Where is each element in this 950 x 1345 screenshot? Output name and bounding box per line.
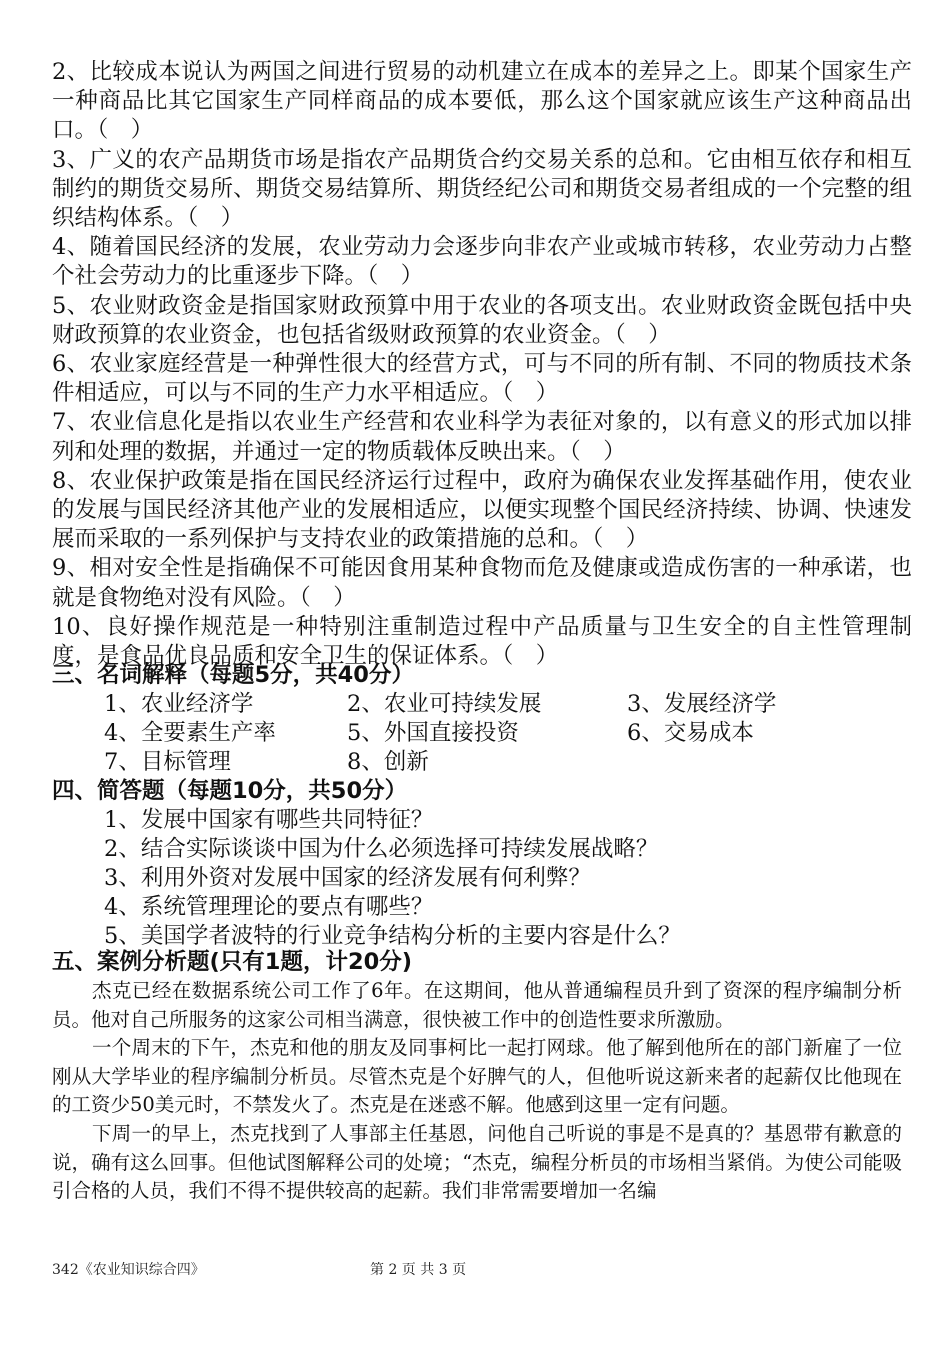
case-paragraph: 下周一的早上，杰克找到了人事部主任基恩，问他自己听说的事是不是真的？基恩带有歉意的说，确有这么回事。但他试图解释公司的处境；“杰克，编程分析员的市场相当紧俏。为使公司能吸引合格的人员，我们不得不提供较高的起薪。我们非常需要增加一名编 xyxy=(52,1121,902,1203)
short-answer-item: 2、结合实际谈谈中国为什么必须选择可持续发展战略？ xyxy=(104,836,659,862)
footer-course: 342《农业知识综合四》 xyxy=(52,1262,205,1278)
section-5-heading: 五、案例分析题(只有1题，计20分) xyxy=(52,949,413,975)
short-answer-item: 5、美国学者波特的行业竞争结构分析的主要内容是什么？ xyxy=(104,923,681,949)
short-answer-item: 3、利用外资对发展中国家的经济发展有何利弊？ xyxy=(104,865,591,891)
term-item: 4、全要素生产率 xyxy=(104,720,276,746)
section-3-heading: 三、名词解释（每题5分，共40分） xyxy=(52,662,414,688)
short-answer-item: 4、系统管理理论的要点有哪些？ xyxy=(104,894,434,920)
section-4-heading: 四、简答题（每题10分，共50分） xyxy=(52,778,408,804)
tf-item-7: 7、农业信息化是指以农业生产经营和农业科学为表征对象的，以有意义的形式加以排列和处理的数据，并通过一定的物质载体反映出来。（ ） xyxy=(52,409,912,465)
short-answer-list xyxy=(104,806,904,951)
true-false-questions xyxy=(52,58,912,671)
term-item: 1、农业经济学 xyxy=(104,691,254,717)
short-answer-item: 1、发展中国家有哪些共同特征？ xyxy=(104,807,434,833)
case-paragraph: 杰克已经在数据系统公司工作了6年。在这期间，他从普通编程员升到了资深的程序编制分析员。他对自己所服务的这家公司相当满意，很快被工作中的创造性要求所激励。 xyxy=(52,979,902,1031)
case-paragraph: 一个周末的下午，杰克和他的朋友及同事柯比一起打网球。他了解到他所在的部门新雇了一位刚从大学毕业的程序编制分析员。尽管杰克是个好脾气的人，但他听说这新来者的起薪仅比他现在的工资少50美元时，不禁发火了。杰克是在迷惑不解。他感到这里一定有问题。 xyxy=(52,1036,902,1117)
term-item: 8、创新 xyxy=(347,749,429,775)
tf-item-4: 4、随着国民经济的发展，农业劳动力会逐步向非农产业或城市转移，农业劳动力占整个社会劳动力的比重逐步下降。（ ） xyxy=(52,234,912,290)
case-study-text xyxy=(52,977,902,1206)
tf-item-5: 5、农业财政资金是指国家财政预算中用于农业的各项支出。农业财政资金既包括中央财政预算的农业资金，也包括省级财政预算的农业资金。（ ） xyxy=(52,292,912,348)
tf-item-8: 8、农业保护政策是指在国民经济运行过程中，政府为确保农业发挥基础作用，使农业的发展与国民经济其他产业的发展相适应，以便实现整个国民经济持续、协调、快速发展而采取的一系列保护与支持农业的政策措施的总和。（ ） xyxy=(52,467,912,553)
tf-item-2: 2、比较成本说认为两国之间进行贸易的动机建立在成本的差异之上。即某个国家生产一种商品比其它国家生产同样商品的成本要低，那么这个国家就应该生产这种商品出口。（ ） xyxy=(52,59,912,144)
term-item: 3、发展经济学 xyxy=(627,691,777,717)
term-item: 2、农业可持续发展 xyxy=(347,691,542,717)
term-item: 5、外国直接投资 xyxy=(347,720,519,746)
tf-item-10: 10、良好操作规范是一种特别注重制造过程中产品质量与卫生安全的自主性管理制度，是食品优良品质和安全卫生的保证体系。（ ） xyxy=(52,613,912,670)
tf-item-6: 6、农业家庭经营是一种弹性很大的经营方式，可与不同的所有制、不同的物质技术条件相适应，可以与不同的生产力水平相适应。（ ） xyxy=(52,351,912,407)
tf-item-9: 9、相对安全性是指确保不可能因食用某种食物而危及健康或造成伤害的一种承诺，也就是食物绝对没有风险。（ ） xyxy=(52,555,912,611)
tf-item-3: 3、广义的农产品期货市场是指农产品期货合约交易关系的总和。它由相互依存和相互制约的期货交易所、期货交易结算所、期货经纪公司和期货交易者组成的一个完整的组织结构体系。（ ） xyxy=(52,146,912,232)
footer-page-number: 第 2 页 共 3 页 xyxy=(370,1262,467,1278)
term-item: 7、目标管理 xyxy=(104,749,231,775)
term-list xyxy=(104,690,864,777)
term-item: 6、交易成本 xyxy=(627,720,754,746)
